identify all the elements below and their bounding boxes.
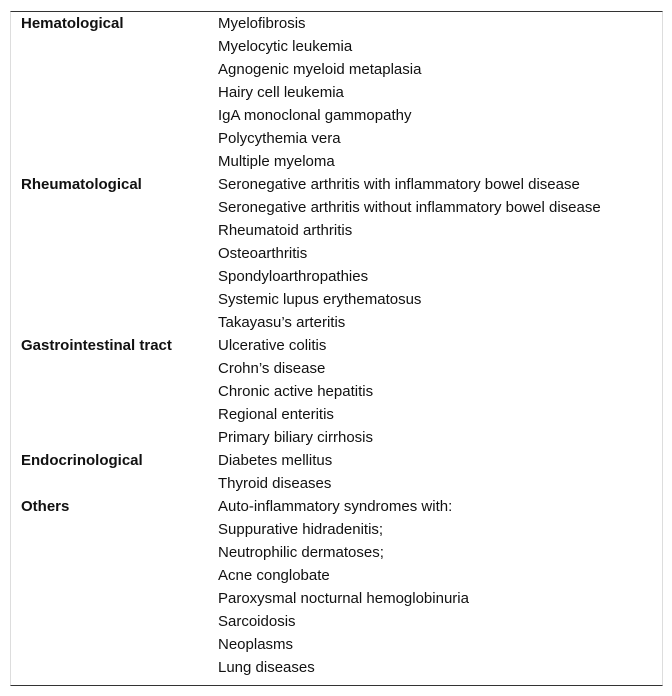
list-item: Agnogenic myeloid metaplasia — [218, 61, 422, 78]
list-item: Crohn’s disease — [218, 360, 326, 377]
list-item: Seronegative arthritis with inflammatory bowel disease — [218, 176, 580, 193]
list-item: Rheumatoid arthritis — [218, 222, 353, 239]
list-item: Multiple myeloma — [218, 153, 335, 170]
item-list — [218, 12, 662, 173]
list-item: Myelofibrosis — [218, 15, 306, 32]
item-list — [218, 173, 662, 334]
group-hematological — [11, 12, 662, 173]
item-list — [218, 334, 662, 449]
list-item: Paroxysmal nocturnal hemoglobinuria — [218, 590, 469, 607]
group-others — [11, 495, 662, 679]
list-item: Hairy cell leukemia — [218, 84, 344, 101]
list-item: Osteoarthritis — [218, 245, 308, 262]
list-item: Sarcoidosis — [218, 613, 296, 630]
list-item: Neutrophilic dermatoses; — [218, 544, 384, 561]
list-item: Diabetes mellitus — [218, 452, 333, 469]
group-gastrointestinal — [11, 334, 662, 449]
list-item: Systemic lupus erythematosus — [218, 291, 422, 308]
list-item: Chronic active hepatitis — [218, 383, 374, 400]
list-item: Takayasu’s arteritis — [218, 314, 346, 331]
list-item: Auto-inflammatory syndromes with: — [218, 498, 453, 515]
list-item: Acne conglobate — [218, 567, 330, 584]
group-rheumatological — [11, 173, 662, 334]
category-label: Others — [21, 498, 70, 515]
list-item: Regional enteritis — [218, 406, 334, 423]
item-list — [218, 449, 662, 495]
group-endocrinological — [11, 449, 662, 495]
list-item: Seronegative arthritis without inflammatory bowel disease — [218, 199, 601, 216]
list-item: Lung diseases — [218, 659, 315, 676]
disease-table — [10, 11, 663, 686]
list-item: Polycythemia vera — [218, 130, 341, 147]
category-label: Gastrointestinal tract — [21, 337, 172, 354]
item-list — [218, 495, 662, 679]
list-item: Neoplasms — [218, 636, 294, 653]
list-item: Ulcerative colitis — [218, 337, 327, 354]
list-item: Suppurative hidradenitis; — [218, 521, 384, 538]
list-item: IgA monoclonal gammopathy — [218, 107, 412, 124]
category-label: Endocrinological — [21, 452, 143, 469]
list-item: Thyroid diseases — [218, 475, 332, 492]
category-label: Hematological — [21, 15, 124, 32]
list-item: Primary biliary cirrhosis — [218, 429, 374, 446]
list-item: Myelocytic leukemia — [218, 38, 353, 55]
category-label: Rheumatological — [21, 176, 142, 193]
list-item: Spondyloarthropathies — [218, 268, 369, 285]
